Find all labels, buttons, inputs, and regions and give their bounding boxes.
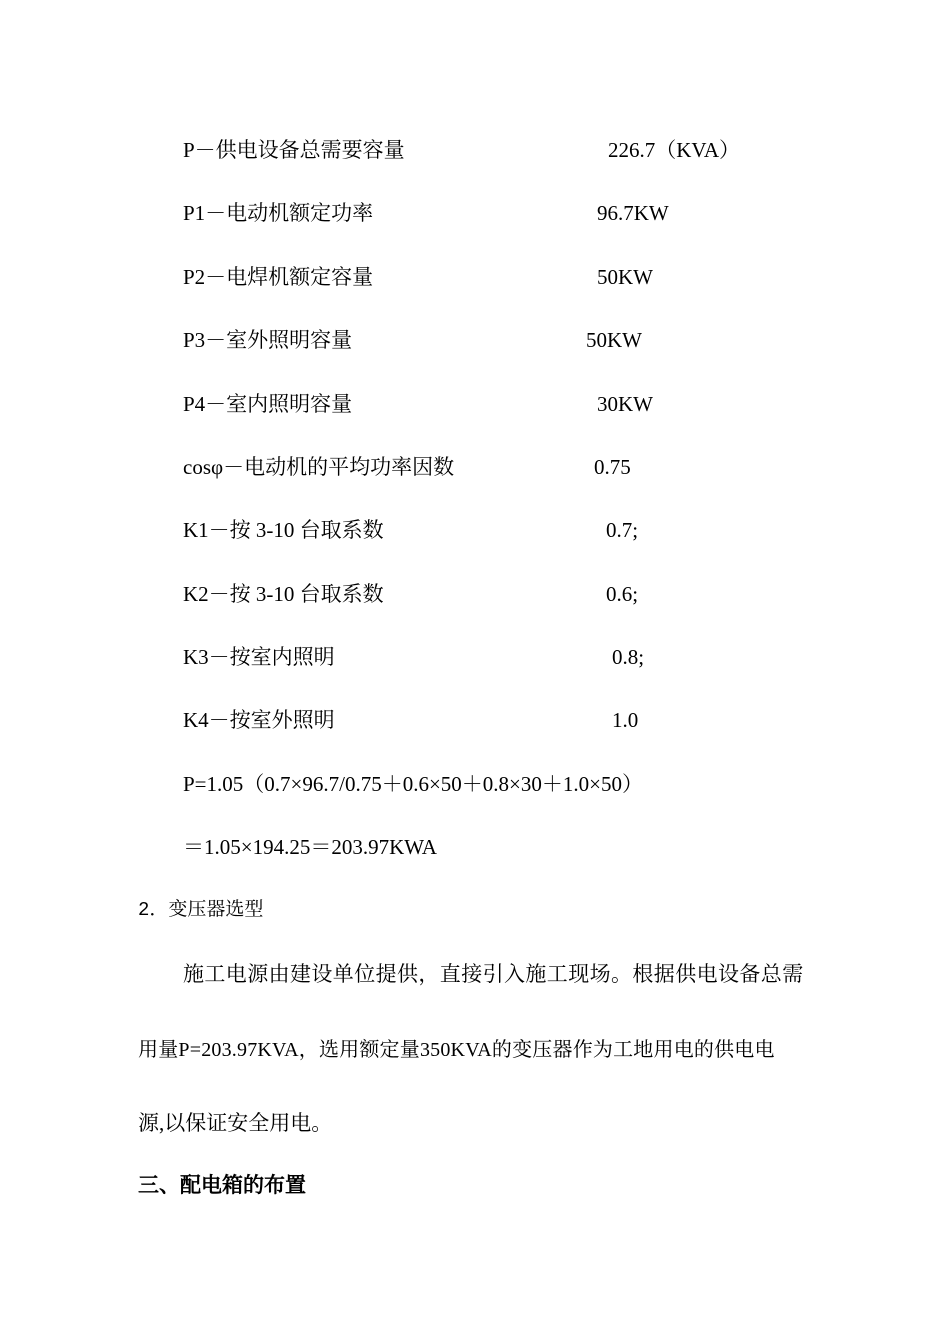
definition-value: 0.75 xyxy=(594,455,631,479)
definition-label: P2－电焊机额定容量 xyxy=(183,265,374,289)
section-heading: 三、配电箱的布置 xyxy=(138,1173,306,1197)
definition-row xyxy=(0,257,950,297)
definition-value: 30KW xyxy=(597,392,653,416)
definition-value: 0.6; xyxy=(606,582,639,606)
definition-row xyxy=(0,510,950,550)
definition-row xyxy=(0,130,950,170)
definition-row xyxy=(0,384,950,424)
definition-label: P1－电动机额定功率 xyxy=(183,201,374,225)
definition-row xyxy=(0,193,950,233)
definition-value: 226.7（KVA） xyxy=(608,138,741,162)
definition-label: P－供电设备总需要容量 xyxy=(183,138,405,162)
definition-row xyxy=(0,447,950,487)
definition-label: cosφ－电动机的平均功率因数 xyxy=(183,455,455,479)
definition-label: P4－室内照明容量 xyxy=(183,392,353,416)
section-heading: 2．变压器选型 xyxy=(138,899,264,921)
definition-label: K1－按 3-10 台取系数 xyxy=(183,518,384,542)
definition-label: K4－按室外照明 xyxy=(183,708,335,732)
formula-line: P=1.05（0.7×96.7/0.75＋0.6×50＋0.8×30＋1.0×50） xyxy=(183,772,643,796)
definition-row xyxy=(0,637,950,677)
definition-row xyxy=(0,320,950,360)
paragraph-line: 施工电源由建设单位提供，直接引入施工现场。根据供电设备总需 xyxy=(183,962,804,986)
definition-value: 50KW xyxy=(597,265,653,289)
paragraph-line: 源,以保证安全用电。 xyxy=(138,1111,333,1135)
definition-value: 0.8; xyxy=(612,645,645,669)
definition-value: 50KW xyxy=(586,328,642,352)
paragraph-text: 用量P=203.97KVA，选用额定量350KVA的变压器作为工地用电的供电电 xyxy=(138,1039,775,1061)
paragraph-line xyxy=(138,1029,775,1070)
definition-label: K2－按 3-10 台取系数 xyxy=(183,582,384,606)
definition-row xyxy=(0,700,950,740)
definition-value: 0.7; xyxy=(606,518,639,542)
definition-label: K3－按室内照明 xyxy=(183,645,335,669)
definition-value: 96.7KW xyxy=(597,201,669,225)
definition-label: P3－室外照明容量 xyxy=(183,328,353,352)
definition-row xyxy=(0,574,950,614)
formula-result: ＝1.05×194.25＝203.97KWA xyxy=(183,835,437,859)
definition-value: 1.0 xyxy=(612,708,639,732)
